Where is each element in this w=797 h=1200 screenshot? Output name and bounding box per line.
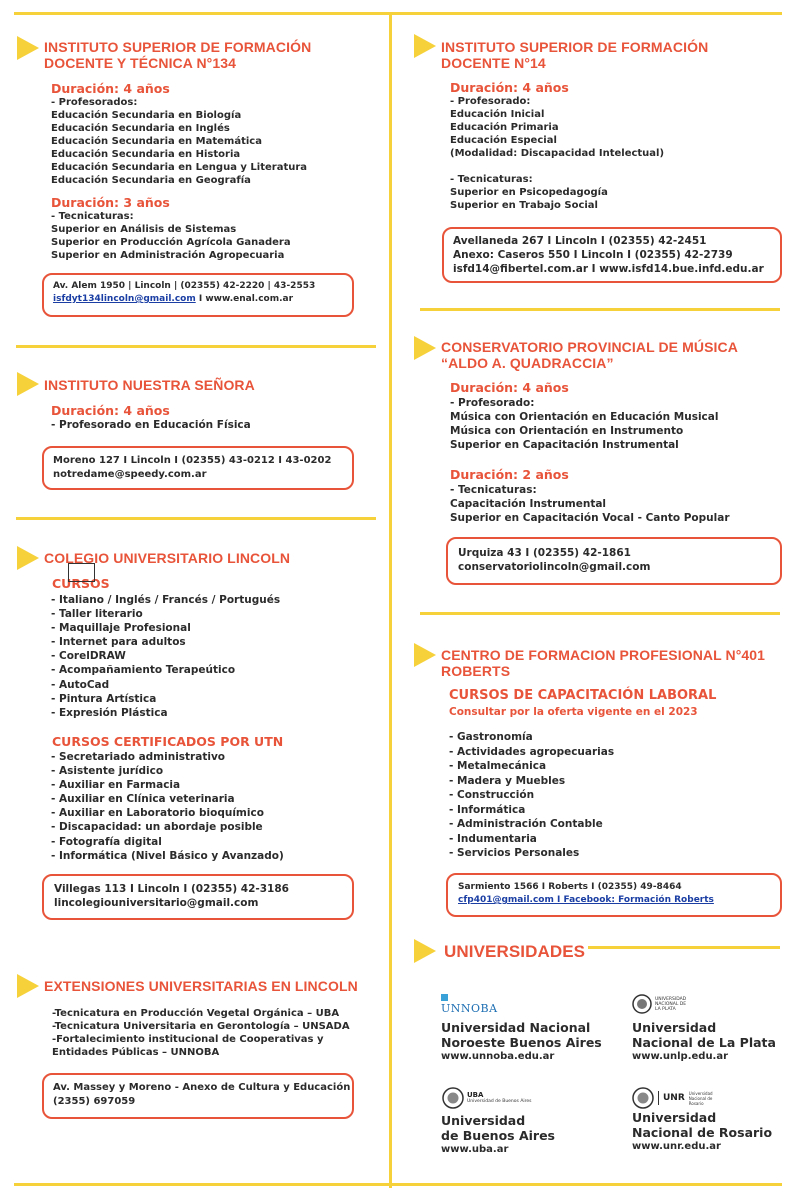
uba-logo-text: UBA [467, 1091, 484, 1099]
unr-logo-sub: Universidad Nacional de Rosario [688, 1090, 713, 1106]
list-item: Educación Secundaria en Lengua y Literatura [51, 162, 308, 173]
list-item: - Tecnicaturas: [51, 211, 134, 222]
list-item: - Italiano / Inglés / Francés / Portugués [51, 594, 281, 606]
isfd134-profesorados [51, 96, 307, 187]
unlp-logo [632, 994, 689, 1014]
list-item: - Metalmecánica [449, 760, 547, 772]
colegio-email: lincolegiouniversitario@gmail.com [54, 897, 259, 909]
list-item: Música con Orientación en Educación Musical [450, 411, 719, 423]
list-item: -Fortalecimiento institucional de Cooperativas y [52, 1034, 324, 1045]
list-item: - Pintura Artística [51, 692, 157, 705]
isfd14-contact-box [442, 227, 782, 283]
bullet-triangle-icon [414, 643, 436, 667]
unnoba-url: www.unnoba.edu.ar [441, 1051, 555, 1062]
unlp-url: www.unlp.edu.ar [632, 1051, 729, 1062]
cfp401-list [449, 730, 614, 861]
extensiones-contact-box [42, 1073, 354, 1119]
bullet-triangle-icon [414, 939, 436, 963]
conservatorio-title: CONSERVATORIO PROVINCIAL DE MÚSICA “ALDO A. QUADRACCIA” [441, 339, 738, 371]
list-item: - Profesorados: [51, 97, 138, 108]
unr-logo-divider [658, 1091, 659, 1105]
bullet-triangle-icon [17, 372, 39, 396]
list-item: - Actividades agropecuarias [449, 745, 615, 758]
list-item [450, 160, 664, 173]
list-item: - Profesorado: [450, 397, 535, 409]
list-item: - Taller literario [51, 608, 143, 621]
isfd14-title: INSTITUTO SUPERIOR DE FORMACIÓN DOCENTE N°14 [441, 39, 709, 71]
cfp401-cursos-heading: CURSOS DE CAPACITACIÓN LABORAL [449, 688, 717, 703]
isfd134-contact-box [42, 273, 354, 317]
list-item: - Servicios Personales [449, 847, 580, 859]
list-item: Educación Secundaria en Geografía [51, 175, 251, 186]
list-item: - Profesorado: [450, 96, 531, 107]
unnoba-logo [441, 994, 498, 1015]
cfp401-consultar: Consultar por la oferta vigente en el 2023 [449, 706, 698, 718]
isfd134-address: Av. Alem 1950 | Lincoln | (02355) 42-2220 | 43-2553 [53, 281, 316, 291]
isfd14-anexo: Anexo: Caseros 550 I Lincoln I (02355) 42-2739 [453, 249, 733, 261]
unlp-logo-text: UNIVERSIDAD NACIONAL DE LA PLATA [655, 996, 687, 1012]
nuestra-profesorado: - Profesorado en Educación Física [51, 419, 251, 431]
unr-logo-text: UNR [663, 1093, 685, 1103]
conservatorio-profesorado [450, 396, 718, 452]
cfp401-title: CENTRO DE FORMACION PROFESIONAL N°401 ROBERTS [441, 647, 766, 679]
colegio-contact-box [42, 874, 354, 920]
isfd134-email-link[interactable]: isfdyt134lincoln@gmail.com [53, 294, 196, 304]
cfp401-address: Sarmiento 1566 I Roberts I (02355) 49-8464 [458, 882, 682, 892]
colegio-utn-heading: CURSOS CERTIFICADOS POR UTN [52, 734, 284, 749]
unr-logo [632, 1087, 719, 1109]
nuestra-address: Moreno 127 I Lincoln I (02355) 43-0212 I 43-0202 [53, 455, 332, 466]
list-item: - Auxiliar en Clínica veterinaria [51, 793, 235, 806]
isfd134-web: I www.enal.com.ar [195, 294, 294, 304]
list-item: Superior en Administración Agropecuaria [51, 250, 285, 261]
unnoba-name: Universidad Nacional Noroeste Buenos Aires [441, 1020, 602, 1050]
list-item: (Modalidad: Discapacidad Intelectual) [450, 148, 665, 159]
conservatorio-contact-box [446, 537, 782, 585]
unlp-seal-icon [632, 994, 652, 1014]
list-item: - Expresión Plástica [51, 706, 168, 719]
list-item: - Tecnicaturas: [450, 484, 537, 496]
list-item: - Maquillaje Profesional [51, 622, 191, 635]
list-item: - Tecnicaturas: [450, 174, 533, 185]
list-item: Educación Secundaria en Biología [51, 110, 242, 121]
uba-logo-sub: Universidad de Buenos Aires [467, 1099, 532, 1104]
list-item: - AutoCad [51, 678, 110, 691]
list-item: Superior en Análisis de Sistemas [51, 224, 237, 235]
colegio-title: COLEGIO UNIVERSITARIO LINCOLN [44, 550, 291, 566]
extensiones-phone: (2355) 697059 [53, 1096, 136, 1107]
unlp-name: Universidad Nacional de La Plata [632, 1020, 776, 1050]
conservatorio-duration-1: Duración: 4 años [450, 380, 569, 395]
list-item: Educación Secundaria en Matemática [51, 136, 262, 147]
isfd14-duration: Duración: 4 años [450, 80, 569, 95]
list-item: - Fotografía digital [51, 835, 162, 848]
colegio-cursos-heading: CURSOS [52, 576, 110, 591]
list-item: Superior en Producción Agrícola Ganadera [51, 237, 291, 248]
list-item: Superior en Capacitación Vocal - Canto Popular [450, 512, 730, 524]
bullet-triangle-icon [17, 974, 39, 998]
isfd14-address: Avellaneda 267 I Lincoln I (02355) 42-2451 [453, 235, 707, 247]
unr-entry [632, 1110, 772, 1154]
divider-left-1 [16, 345, 376, 348]
unlp-entry [632, 1020, 776, 1064]
list-item: Superior en Capacitación Instrumental [450, 439, 679, 451]
list-item: - Informática [449, 803, 526, 816]
isfd134-duration-1: Duración: 4 años [51, 81, 170, 96]
list-item: Música con Orientación en Instrumento [450, 425, 684, 437]
list-item: Entidades Públicas – UNNOBA [52, 1047, 220, 1058]
universidades-title: UNIVERSIDADES [444, 942, 586, 961]
conservatorio-tecnicaturas [450, 483, 730, 525]
isfd14-email-web: isfd14@fibertel.com.ar I www.isfd14.bue.infd.edu.ar [453, 263, 764, 275]
uba-name: Universidad de Buenos Aires [441, 1113, 556, 1143]
unr-seal-icon [632, 1087, 654, 1109]
nuestra-duration: Duración: 4 años [51, 403, 170, 418]
uba-seal-icon [442, 1087, 464, 1109]
list-item: - Indumentaria [449, 832, 537, 845]
unnoba-logo-mark [441, 994, 448, 1001]
list-item: Educación Primaria [450, 122, 559, 133]
list-item: - Construcción [449, 789, 535, 801]
divider-bottom [14, 1183, 782, 1186]
list-item: - Madera y Muebles [449, 774, 566, 787]
list-item: - Discapacidad: un abordaje posible [51, 821, 263, 834]
divider-left-2 [16, 517, 376, 520]
list-item: Educación Secundaria en Inglés [51, 123, 230, 134]
isfd134-title: INSTITUTO SUPERIOR DE FORMACIÓN DOCENTE Y TÉCNICA N°134 [44, 39, 312, 71]
list-item: - Administración Contable [449, 818, 603, 830]
list-item: -Tecnicatura en Producción Vegetal Orgánica – UBA [52, 1008, 340, 1019]
divider-center [389, 12, 392, 1188]
divider-top [14, 12, 782, 15]
colegio-cursos-list [51, 593, 280, 720]
list-item: - Asistente jurídico [51, 765, 164, 778]
bullet-triangle-icon [17, 36, 39, 60]
selection-box [68, 563, 95, 582]
conservatorio-address: Urquiza 43 I (02355) 42-1861 [458, 547, 631, 559]
list-item: - Secretariado administrativo [51, 751, 225, 763]
list-item: Superior en Psicopedagogía [450, 187, 608, 198]
isfd134-tecnicaturas [51, 210, 291, 262]
bullet-triangle-icon [17, 546, 39, 570]
nuestra-email: notredame@speedy.com.ar [53, 469, 207, 480]
unr-url: www.unr.edu.ar [632, 1141, 721, 1152]
bullet-triangle-icon [414, 336, 436, 360]
conservatorio-email: conservatoriolincoln@gmail.com [458, 561, 651, 573]
list-item: -Tecnicatura Universitaria en Gerontología – UNSADA [52, 1021, 350, 1032]
colegio-address: Villegas 113 I Lincoln I (02355) 42-3186 [54, 883, 289, 895]
cfp401-email-link[interactable]: cfp401@gmail.com I Facebook: Formación Roberts [458, 895, 714, 905]
extensiones-list [52, 1007, 350, 1059]
list-item: - Acompañamiento Terapeútico [51, 664, 236, 677]
list-item: - Informática (Nivel Básico y Avanzado) [51, 849, 284, 862]
extensiones-address: Av. Massey y Moreno - Anexo de Cultura y Educación [53, 1082, 351, 1093]
isfd14-list [450, 95, 664, 212]
list-item: Educación Especial [450, 135, 557, 146]
conservatorio-duration-2: Duración: 2 años [450, 467, 569, 482]
divider-right-2 [420, 612, 780, 615]
list-item: - Internet para adultos [51, 636, 186, 649]
list-item: - CorelDRAW [51, 650, 126, 663]
list-item: - Auxiliar en Farmacia [51, 779, 181, 792]
extensiones-title: EXTENSIONES UNIVERSITARIAS EN LINCOLN [44, 978, 358, 994]
nuestra-contact-box [42, 446, 354, 490]
divider-universidades [588, 946, 780, 949]
uba-url: www.uba.ar [441, 1144, 509, 1155]
list-item: Capacitación Instrumental [450, 498, 607, 510]
unnoba-logo-text: UNNOBA [441, 1002, 498, 1015]
unnoba-entry [441, 1020, 602, 1064]
list-item: Educación Inicial [450, 109, 545, 120]
divider-right-1 [420, 308, 780, 311]
list-item: - Auxiliar en Laboratorio bioquímico [51, 807, 264, 820]
nuestra-title: INSTITUTO NUESTRA SEÑORA [44, 377, 255, 393]
list-item: Superior en Trabajo Social [450, 200, 598, 211]
list-item: Educación Secundaria en Historia [51, 149, 241, 160]
isfd134-duration-2: Duración: 3 años [51, 195, 170, 210]
bullet-triangle-icon [414, 34, 436, 58]
uba-logo [442, 1087, 532, 1109]
unr-name: Universidad Nacional de Rosario [632, 1110, 773, 1140]
list-item: - Gastronomía [449, 731, 533, 743]
colegio-utn-list [51, 750, 284, 863]
uba-entry [441, 1113, 555, 1157]
cfp401-contact-box [446, 873, 782, 917]
